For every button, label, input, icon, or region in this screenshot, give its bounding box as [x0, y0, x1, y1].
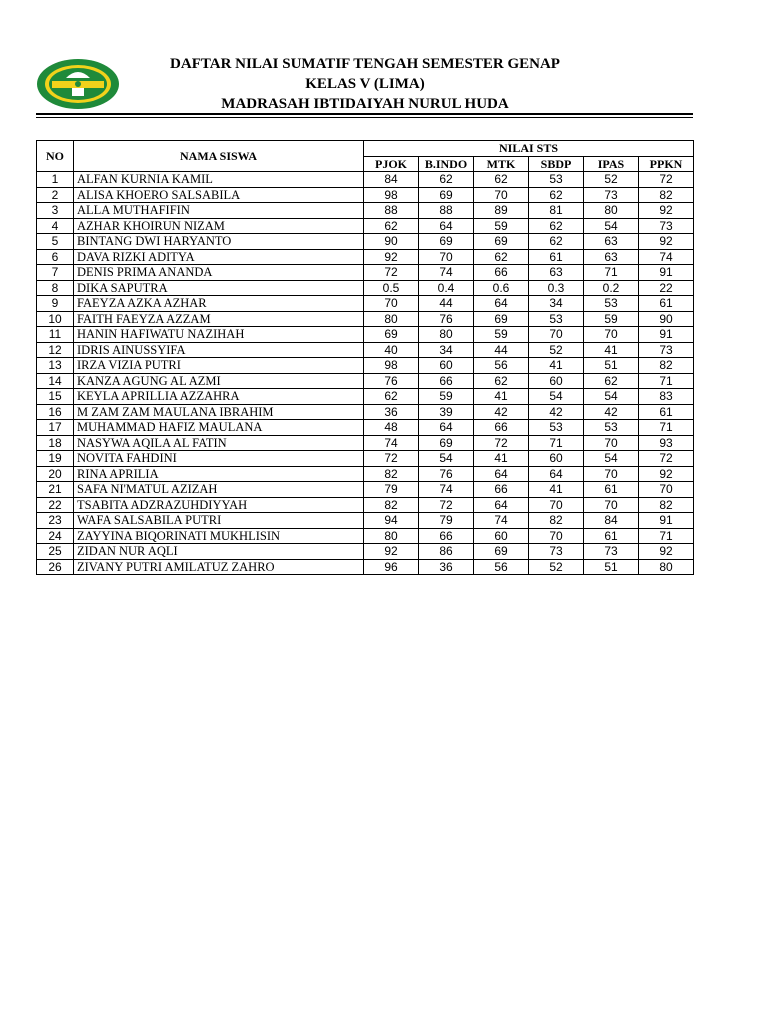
row-number: 15 [37, 389, 74, 405]
student-name: WAFA SALSABILA PUTRI [74, 513, 364, 529]
col-header-ipas: IPAS [584, 156, 639, 172]
student-name: DAVA RIZKI ADITYA [74, 249, 364, 265]
table-row [37, 172, 694, 188]
score-cell: 64 [419, 420, 474, 436]
score-cell: 51 [584, 358, 639, 374]
score-cell: 89 [474, 203, 529, 219]
score-cell: 93 [639, 435, 694, 451]
score-cell: 52 [529, 559, 584, 575]
table-row [37, 389, 694, 405]
score-cell: 88 [419, 203, 474, 219]
score-cell: 73 [584, 544, 639, 560]
score-cell: 80 [419, 327, 474, 343]
score-cell: 98 [364, 187, 419, 203]
score-cell: 92 [639, 234, 694, 250]
school-crest-icon [36, 58, 120, 110]
score-cell: 76 [419, 466, 474, 482]
score-cell: 44 [474, 342, 529, 358]
score-cell: 0.3 [529, 280, 584, 296]
score-cell: 0.2 [584, 280, 639, 296]
score-cell: 80 [584, 203, 639, 219]
score-cell: 80 [364, 311, 419, 327]
score-cell: 62 [584, 373, 639, 389]
col-header-name: NAMA SISWA [74, 141, 364, 172]
table-row [37, 358, 694, 374]
score-cell: 62 [419, 172, 474, 188]
score-cell: 71 [639, 373, 694, 389]
col-header-ppkn: PPKN [639, 156, 694, 172]
score-cell: 42 [474, 404, 529, 420]
student-name: BINTANG DWI HARYANTO [74, 234, 364, 250]
row-number: 17 [37, 420, 74, 436]
row-number: 18 [37, 435, 74, 451]
score-cell: 80 [364, 528, 419, 544]
score-cell: 62 [529, 187, 584, 203]
score-cell: 60 [529, 373, 584, 389]
score-cell: 70 [639, 482, 694, 498]
score-cell: 82 [529, 513, 584, 529]
score-cell: 66 [474, 420, 529, 436]
score-cell: 0.5 [364, 280, 419, 296]
score-cell: 92 [364, 249, 419, 265]
score-cell: 62 [529, 234, 584, 250]
student-name: SAFA NI'MATUL AZIZAH [74, 482, 364, 498]
score-cell: 84 [584, 513, 639, 529]
score-cell: 69 [474, 544, 529, 560]
score-cell: 70 [419, 249, 474, 265]
score-cell: 61 [584, 528, 639, 544]
row-number: 7 [37, 265, 74, 281]
score-cell: 41 [529, 358, 584, 374]
score-cell: 64 [474, 296, 529, 312]
table-row [37, 311, 694, 327]
score-cell: 79 [419, 513, 474, 529]
student-name: DENIS PRIMA ANANDA [74, 265, 364, 281]
row-number: 22 [37, 497, 74, 513]
score-cell: 64 [474, 497, 529, 513]
score-cell: 66 [419, 373, 474, 389]
table-row [37, 544, 694, 560]
score-cell: 72 [639, 172, 694, 188]
score-cell: 94 [364, 513, 419, 529]
student-name: NOVITA FAHDINI [74, 451, 364, 467]
table-row [37, 528, 694, 544]
score-cell: 70 [474, 187, 529, 203]
score-cell: 74 [639, 249, 694, 265]
score-cell: 73 [639, 218, 694, 234]
row-number: 8 [37, 280, 74, 296]
score-cell: 70 [364, 296, 419, 312]
score-cell: 64 [419, 218, 474, 234]
score-cell: 79 [364, 482, 419, 498]
score-cell: 53 [584, 296, 639, 312]
score-cell: 92 [639, 544, 694, 560]
score-cell: 59 [474, 218, 529, 234]
score-cell: 51 [584, 559, 639, 575]
score-cell: 69 [419, 234, 474, 250]
score-cell: 70 [584, 466, 639, 482]
score-cell: 73 [639, 342, 694, 358]
score-cell: 62 [529, 218, 584, 234]
score-cell: 66 [474, 482, 529, 498]
score-cell: 54 [584, 451, 639, 467]
score-cell: 52 [529, 342, 584, 358]
score-cell: 73 [584, 187, 639, 203]
row-number: 13 [37, 358, 74, 374]
score-cell: 96 [364, 559, 419, 575]
score-table [36, 140, 694, 575]
score-cell: 63 [529, 265, 584, 281]
table-row [37, 296, 694, 312]
score-cell: 36 [419, 559, 474, 575]
score-cell: 72 [364, 451, 419, 467]
score-cell: 82 [364, 497, 419, 513]
student-name: HANIN HAFIWATU NAZIHAH [74, 327, 364, 343]
score-cell: 22 [639, 280, 694, 296]
row-number: 5 [37, 234, 74, 250]
row-number: 4 [37, 218, 74, 234]
score-cell: 72 [364, 265, 419, 281]
table-row [37, 249, 694, 265]
score-cell: 73 [529, 544, 584, 560]
row-number: 20 [37, 466, 74, 482]
score-cell: 41 [474, 451, 529, 467]
score-cell: 69 [419, 435, 474, 451]
score-cell: 48 [364, 420, 419, 436]
student-name: KANZA AGUNG AL AZMI [74, 373, 364, 389]
table-row [37, 466, 694, 482]
table-row [37, 373, 694, 389]
col-header-mtk: MTK [474, 156, 529, 172]
score-cell: 54 [584, 389, 639, 405]
score-cell: 41 [584, 342, 639, 358]
table-row [37, 482, 694, 498]
score-cell: 66 [474, 265, 529, 281]
score-cell: 70 [529, 327, 584, 343]
score-cell: 72 [419, 497, 474, 513]
score-cell: 53 [529, 172, 584, 188]
header-class: KELAS V (LIMA) [305, 76, 425, 92]
document-header [130, 54, 600, 114]
score-cell: 53 [529, 311, 584, 327]
score-cell: 62 [474, 373, 529, 389]
score-cell: 60 [529, 451, 584, 467]
score-cell: 0.6 [474, 280, 529, 296]
score-cell: 71 [529, 435, 584, 451]
score-cell: 90 [639, 311, 694, 327]
student-name: ALISA KHOERO SALSABILA [74, 187, 364, 203]
score-cell: 62 [364, 389, 419, 405]
score-cell: 91 [639, 265, 694, 281]
row-number: 21 [37, 482, 74, 498]
student-name: ZIDAN NUR AQLI [74, 544, 364, 560]
score-cell: 70 [529, 497, 584, 513]
row-number: 24 [37, 528, 74, 544]
score-cell: 36 [364, 404, 419, 420]
table-row [37, 342, 694, 358]
student-name: TSABITA ADZRAZUHDIYYAH [74, 497, 364, 513]
table-row [37, 234, 694, 250]
col-header-group: NILAI STS [364, 141, 694, 157]
score-cell: 56 [474, 559, 529, 575]
score-cell: 71 [584, 265, 639, 281]
score-cell: 69 [364, 327, 419, 343]
score-cell: 53 [584, 420, 639, 436]
table-row [37, 265, 694, 281]
score-cell: 40 [364, 342, 419, 358]
score-cell: 53 [529, 420, 584, 436]
col-header-bindo: B.INDO [419, 156, 474, 172]
score-cell: 82 [639, 358, 694, 374]
score-cell: 54 [419, 451, 474, 467]
table-row [37, 280, 694, 296]
student-name: FAITH FAEYZA AZZAM [74, 311, 364, 327]
score-cell: 92 [639, 203, 694, 219]
score-cell: 86 [419, 544, 474, 560]
score-cell: 61 [639, 296, 694, 312]
student-name: IRZA VIZIA PUTRI [74, 358, 364, 374]
row-number: 2 [37, 187, 74, 203]
score-cell: 83 [639, 389, 694, 405]
student-name: ZIVANY PUTRI AMILATUZ ZAHRO [74, 559, 364, 575]
table-row [37, 513, 694, 529]
score-cell: 63 [584, 234, 639, 250]
score-cell: 0.4 [419, 280, 474, 296]
score-cell: 81 [529, 203, 584, 219]
header-rule-thick [36, 113, 693, 115]
table-row [37, 327, 694, 343]
table-row [37, 435, 694, 451]
score-cell: 62 [474, 172, 529, 188]
score-cell: 82 [639, 497, 694, 513]
score-table-body [37, 172, 694, 575]
score-cell: 61 [529, 249, 584, 265]
score-cell: 64 [474, 466, 529, 482]
score-cell: 72 [474, 435, 529, 451]
row-number: 1 [37, 172, 74, 188]
score-cell: 70 [529, 528, 584, 544]
score-cell: 82 [639, 187, 694, 203]
student-name: MUHAMMAD HAFIZ MAULANA [74, 420, 364, 436]
student-name: AZHAR KHOIRUN NIZAM [74, 218, 364, 234]
score-cell: 64 [529, 466, 584, 482]
student-name: KEYLA APRILLIA AZZAHRA [74, 389, 364, 405]
score-cell: 71 [639, 420, 694, 436]
score-cell: 74 [419, 265, 474, 281]
table-row [37, 218, 694, 234]
score-cell: 34 [419, 342, 474, 358]
score-cell: 41 [529, 482, 584, 498]
score-cell: 54 [529, 389, 584, 405]
score-cell: 74 [474, 513, 529, 529]
row-number: 11 [37, 327, 74, 343]
score-cell: 91 [639, 513, 694, 529]
header-school: MADRASAH IBTIDAIYAH NURUL HUDA [221, 96, 509, 112]
table-row [37, 559, 694, 575]
score-cell: 59 [419, 389, 474, 405]
score-cell: 84 [364, 172, 419, 188]
score-cell: 91 [639, 327, 694, 343]
student-name: IDRIS AINUSSYIFA [74, 342, 364, 358]
header-rule-thin [36, 117, 693, 118]
score-cell: 42 [584, 404, 639, 420]
table-row [37, 404, 694, 420]
student-name: NASYWA AQILA AL FATIN [74, 435, 364, 451]
score-cell: 42 [529, 404, 584, 420]
table-row [37, 203, 694, 219]
score-cell: 69 [474, 311, 529, 327]
score-cell: 70 [584, 497, 639, 513]
score-cell: 62 [474, 249, 529, 265]
score-cell: 39 [419, 404, 474, 420]
score-cell: 74 [419, 482, 474, 498]
score-cell: 63 [584, 249, 639, 265]
score-cell: 44 [419, 296, 474, 312]
row-number: 19 [37, 451, 74, 467]
row-number: 23 [37, 513, 74, 529]
row-number: 14 [37, 373, 74, 389]
score-cell: 90 [364, 234, 419, 250]
score-cell: 61 [639, 404, 694, 420]
col-header-no: NO [37, 141, 74, 172]
table-row [37, 497, 694, 513]
score-cell: 61 [584, 482, 639, 498]
row-number: 9 [37, 296, 74, 312]
row-number: 25 [37, 544, 74, 560]
score-cell: 92 [364, 544, 419, 560]
score-cell: 66 [419, 528, 474, 544]
row-number: 16 [37, 404, 74, 420]
score-cell: 71 [639, 528, 694, 544]
col-header-pjok: PJOK [364, 156, 419, 172]
student-name: ALLA MUTHAFIFIN [74, 203, 364, 219]
score-cell: 69 [474, 234, 529, 250]
score-cell: 70 [584, 435, 639, 451]
row-number: 3 [37, 203, 74, 219]
score-cell: 76 [364, 373, 419, 389]
score-cell: 59 [474, 327, 529, 343]
row-number: 26 [37, 559, 74, 575]
student-name: M ZAM ZAM MAULANA IBRAHIM [74, 404, 364, 420]
score-cell: 52 [584, 172, 639, 188]
score-cell: 60 [419, 358, 474, 374]
table-row [37, 420, 694, 436]
score-cell: 76 [419, 311, 474, 327]
score-cell: 98 [364, 358, 419, 374]
score-cell: 62 [364, 218, 419, 234]
score-cell: 74 [364, 435, 419, 451]
student-name: ZAYYINA BIQORINATI MUKHLISIN [74, 528, 364, 544]
score-cell: 70 [584, 327, 639, 343]
score-cell: 80 [639, 559, 694, 575]
score-cell: 59 [584, 311, 639, 327]
score-cell: 88 [364, 203, 419, 219]
row-number: 10 [37, 311, 74, 327]
score-cell: 92 [639, 466, 694, 482]
score-cell: 72 [639, 451, 694, 467]
table-row [37, 451, 694, 467]
score-cell: 82 [364, 466, 419, 482]
student-name: RINA APRILIA [74, 466, 364, 482]
score-cell: 60 [474, 528, 529, 544]
row-number: 6 [37, 249, 74, 265]
score-cell: 54 [584, 218, 639, 234]
row-number: 12 [37, 342, 74, 358]
score-cell: 69 [419, 187, 474, 203]
student-name: DIKA SAPUTRA [74, 280, 364, 296]
header-title: DAFTAR NILAI SUMATIF TENGAH SEMESTER GENAP [170, 56, 560, 72]
table-row [37, 187, 694, 203]
score-cell: 56 [474, 358, 529, 374]
student-name: ALFAN KURNIA KAMIL [74, 172, 364, 188]
score-cell: 41 [474, 389, 529, 405]
score-cell: 34 [529, 296, 584, 312]
student-name: FAEYZA AZKA AZHAR [74, 296, 364, 312]
col-header-sbdp: SBDP [529, 156, 584, 172]
